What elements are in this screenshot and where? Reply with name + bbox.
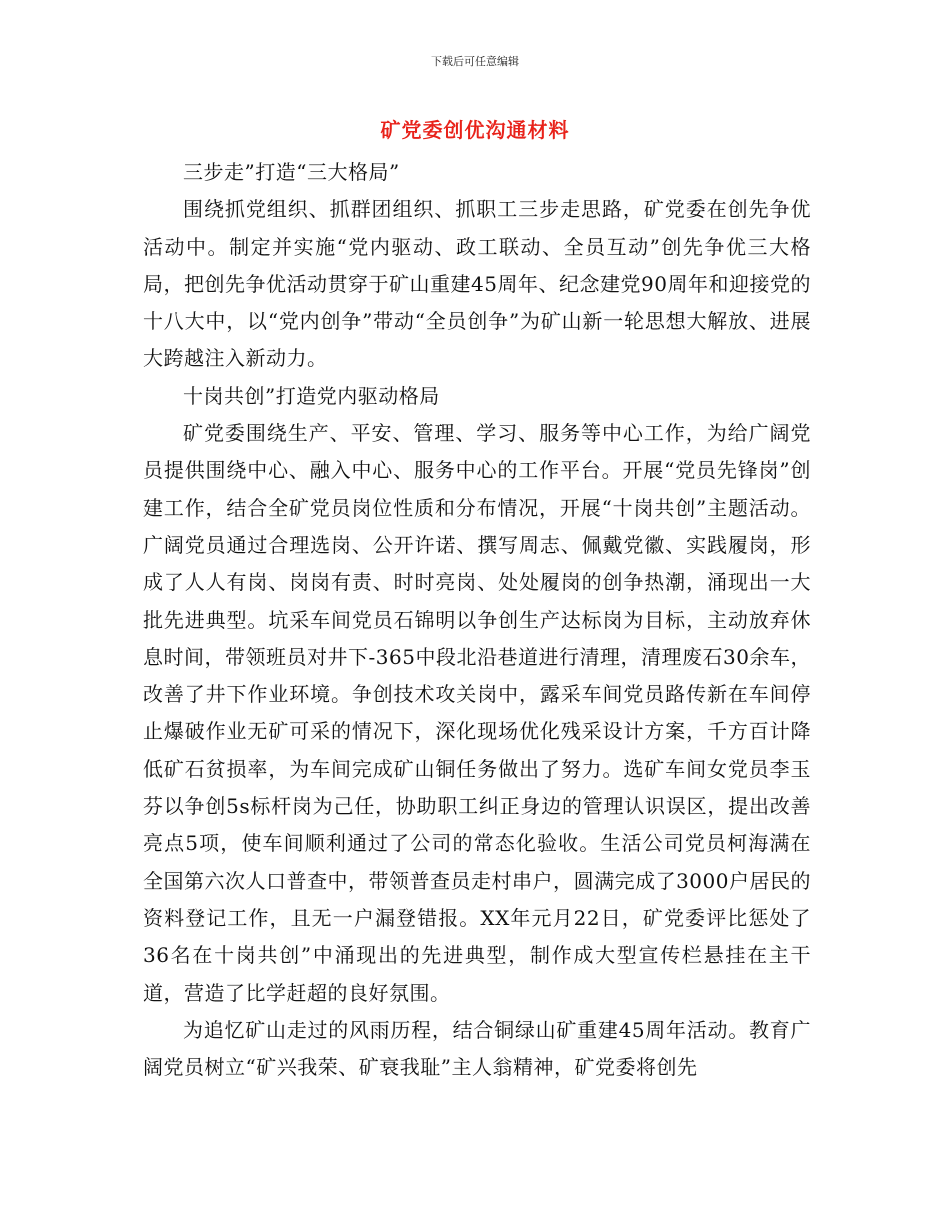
document-title: 矿党委创优沟通材料	[380, 118, 570, 142]
section-heading: 三步走”打造“三大格局”	[183, 160, 400, 184]
header-note: 下载后可任意编辑	[431, 55, 519, 68]
section-heading: 十岗共创”打造党内驱动格局	[183, 383, 440, 408]
paragraph: 矿党委围绕生产、平安、管理、学习、服务等中心工作，为给广阔党员提供围绕中心、融入中心、服务中心的工作平台。开展“党员先锋岗”创建工作，结合全矿党员岗位性质和分布情况，开展“十岗共创”主题活动。广阔党员通过合理选岗、公开许诺、撰写周志、佩戴党徽、实践履岗，形成了人人有岗、岗岗有责、时时亮岗、处处履岗的创争热潮，涌现出一大批先进典型。坑采车间党员石锦明以争创生产达标岗为目标，主动放弃休息时间，带领班员对井下-365中段北沿巷道进行清理，清理废石30余车，改善了井下作业环境。争创技术攻关岗中，露采车间党员路传新在车间停止爆破作业无矿可采的情况下，深化现场优化残采设计方案，千方百计降低矿石贫损率，为车间完成矿山铜任务做出了努力。选矿车间女党员李玉芬以争创5s标杆岗为己任，协助职工纠正身边的管理认识误区，提出改善亮点5项，使车间顺利通过了公司的常态化验收。生活公司党员柯海满在全国第六次人口普查中，带领普查员走村串户，圆满完成了3000户居民的资料登记工作，且无一户漏登错报。XX年元月22日，矿党委评比惩处了36名在十岗共创”中涌现出的先进典型，制作成大型宣传栏悬挂在主干道，营造了比学赶超的良好氛围。	[143, 421, 811, 1005]
paragraph: 为追忆矿山走过的风雨历程，结合铜绿山矿重建45周年活动。教育广阔党员树立“矿兴我荣、矿衰我耻”主人翁精神，矿党委将创先	[143, 1017, 811, 1080]
paragraph: 围绕抓党组织、抓群团组织、抓职工三步走思路，矿党委在创先争优活动中。制定并实施“党内驱动、政工联动、全员互动”创先争优三大格局，把创先争优活动贯穿于矿山重建45周年、纪念建党90周年和迎接党的十八大中，以“党内创争”带动“全员创争”为矿山新一轮思想大解放、进展大跨越注入新动力。	[143, 197, 811, 371]
document-body	[143, 154, 811, 1086]
